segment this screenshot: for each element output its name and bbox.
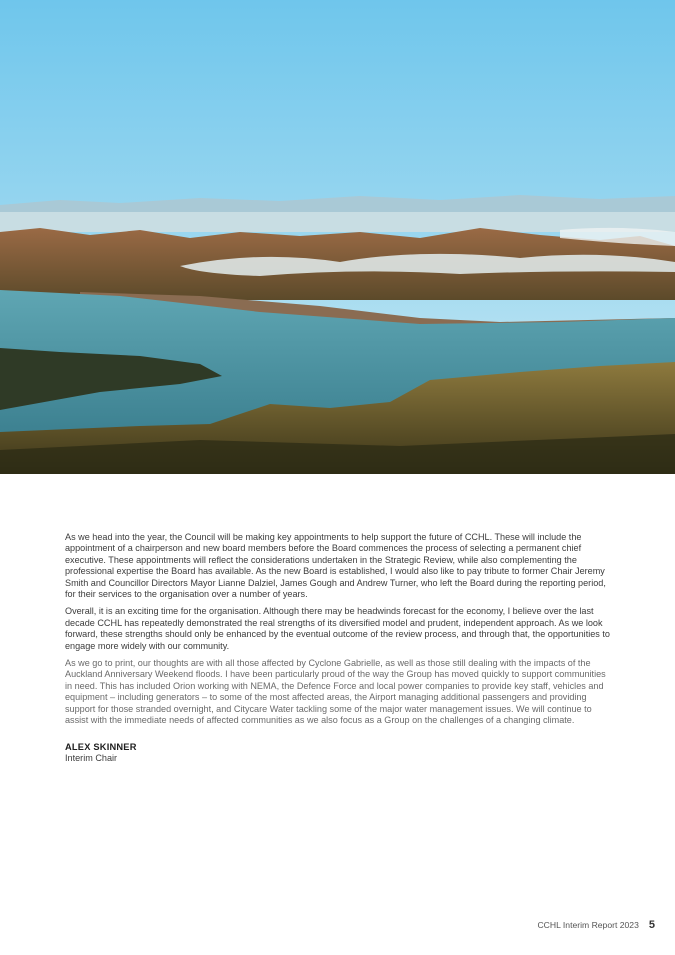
page-footer [537,919,655,931]
page-number: 5 [648,919,655,931]
signature-name: ALEX SKINNER [65,741,137,752]
paragraph-appointments: As we head into the year, the Council will be making key appointments to help support the future of CCHL. These will include the appointment of a chairperson and new board members before the Board commences the process of selecting a permanent chief executive. These appointments will reflect the considerations undertaken in the Strategic Review, while also complementing the professional expertise the Board has available. As the new Board is established, I would also like to pay tribute to former Chair Jeremy Smith and Councillor Directors Mayor Lianne Dalziel, James Gough and Andrew Turner, who left the Board during the reporting period, for their services to the organisation over a number of years. [65,532,606,600]
signature-role: Interim Chair [65,752,118,763]
paragraph-outlook: Overall, it is an exciting time for the organisation. Although there may be headwinds forecast for the economy, I believe over the last decade CCHL has repeatedly demonstrated the real strengths of its diversified model and prudent, independent approach. As we look forward, these strengths should only be enhanced by the eventual outcome of the review process, and through that, the opportunities to engage more widely with our community. [65,606,610,651]
body-text [65,532,613,764]
footer-report-title: CCHL Interim Report 2023 [537,920,639,930]
hero-landscape-photo [0,0,675,474]
paragraph-cyclone: As we go to print, our thoughts are with all those affected by Cyclone Gabrielle, as well as those still dealing with the impacts of the Auckland Anniversary Weekend floods. I have been particularly proud of the way the Group has moved quickly to support communities in need. This has included Orion working with NEMA, the Defence Force and local power companies to provide key staff, vehicles and equipment – including generators – to some of the most affected areas, the Airport managing additional passengers and providing support for those stranded overnight, and Citycare Water tackling some of the major water management issues. We will continue to assist with the immediate needs of affected communities as we also focus as a Group on the challenges of a changing climate. [65,658,606,726]
signature-block [65,742,613,765]
harbour-landscape-image [0,0,675,474]
